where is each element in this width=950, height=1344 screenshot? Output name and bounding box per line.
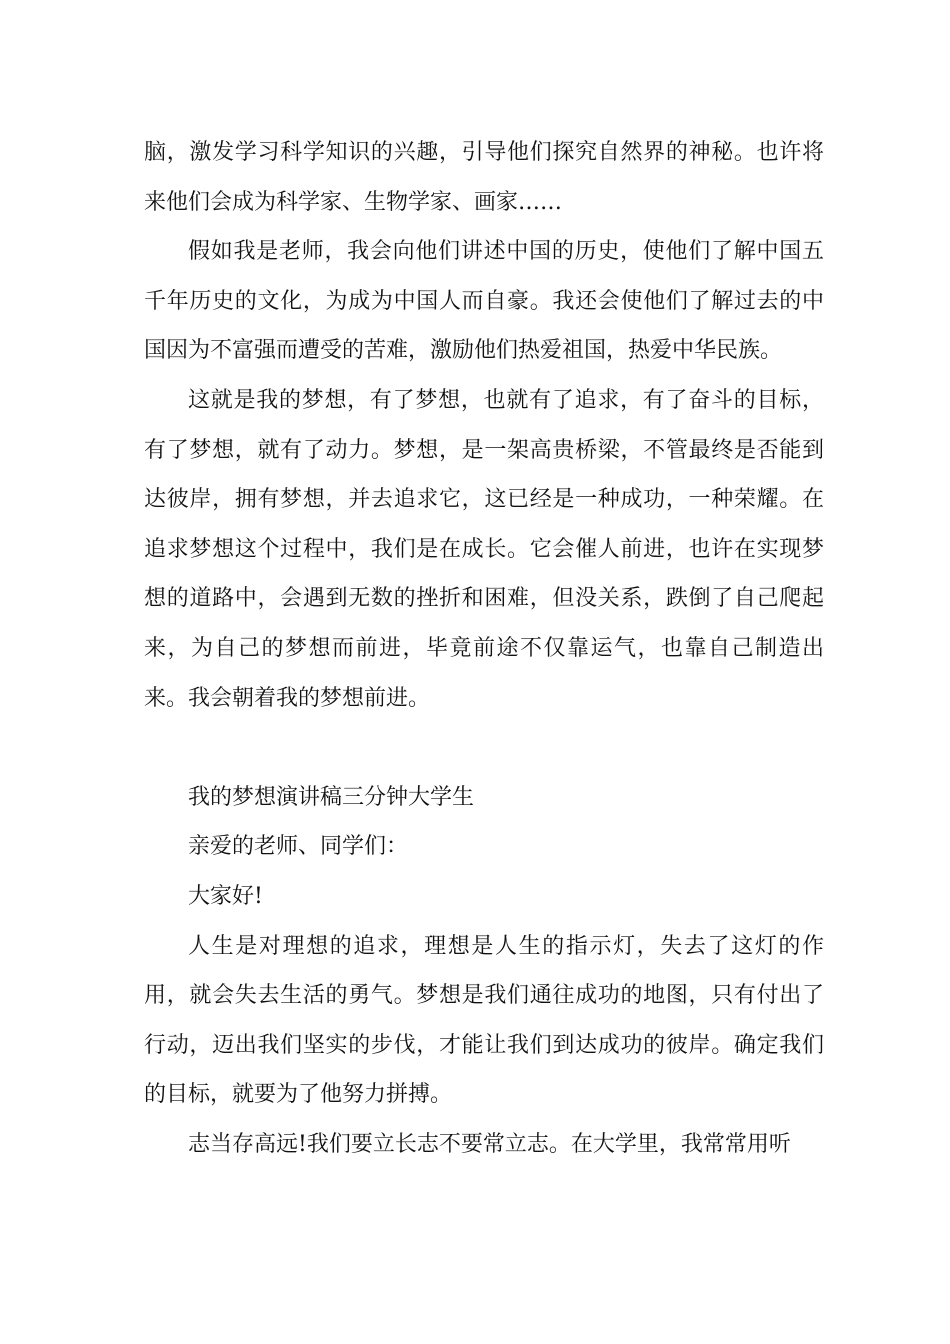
section-title: 我的梦想演讲稿三分钟大学生 — [188, 784, 475, 810]
paragraph-ambition: 志当存高远!我们要立长志不要常立志。在大学里，我常常用听 — [188, 1131, 791, 1157]
hello-line: 大家好! — [188, 883, 263, 909]
paragraph-dream: 这就是我的梦想，有了梦想，也就有了追求，有了奋斗的目标，有了梦想，就有了动力。梦想，是一架高贵桥梁，不管最终是否能到达彼岸，拥有梦想，并去追求它，这已经是一种成功，一种荣耀。在追求梦想这个过程中，我们是在成长。它会催人前进，也许在实现梦想的道路中，会遇到无数的挫折和困难，但没关系，跌倒了自己爬起来，为自己的梦想而前进，毕竟前途不仅靠运气，也靠自己制造出来。我会朝着我的梦想前进。 — [144, 387, 824, 711]
paragraph-history: 假如我是老师，我会向他们讲述中国的历史，使他们了解中国五千年历史的文化，为成为中国人而自豪。我还会使他们了解过去的中国因为不富强而遭受的苦难，激励他们热爱祖国，热爱中华民族。 — [144, 239, 824, 364]
greeting-line: 亲爱的老师、同学们： — [188, 834, 409, 860]
section-gap — [144, 723, 824, 773]
paragraph-continuation: 脑，激发学习科学知识的兴趣，引导他们探究自然界的神秘。也许将来他们会成为科学家、生物学家、画家…… — [144, 140, 824, 215]
paragraph-ideal: 人生是对理想的追求，理想是人生的指示灯，失去了这灯的作用，就会失去生活的勇气。梦想是我们通往成功的地图，只有付出了行动，迈出我们坚实的步伐，才能让我们到达成功的彼岸。确定我们的目标，就要为了他努力拼搏。 — [144, 933, 824, 1108]
document-body — [144, 128, 824, 1169]
